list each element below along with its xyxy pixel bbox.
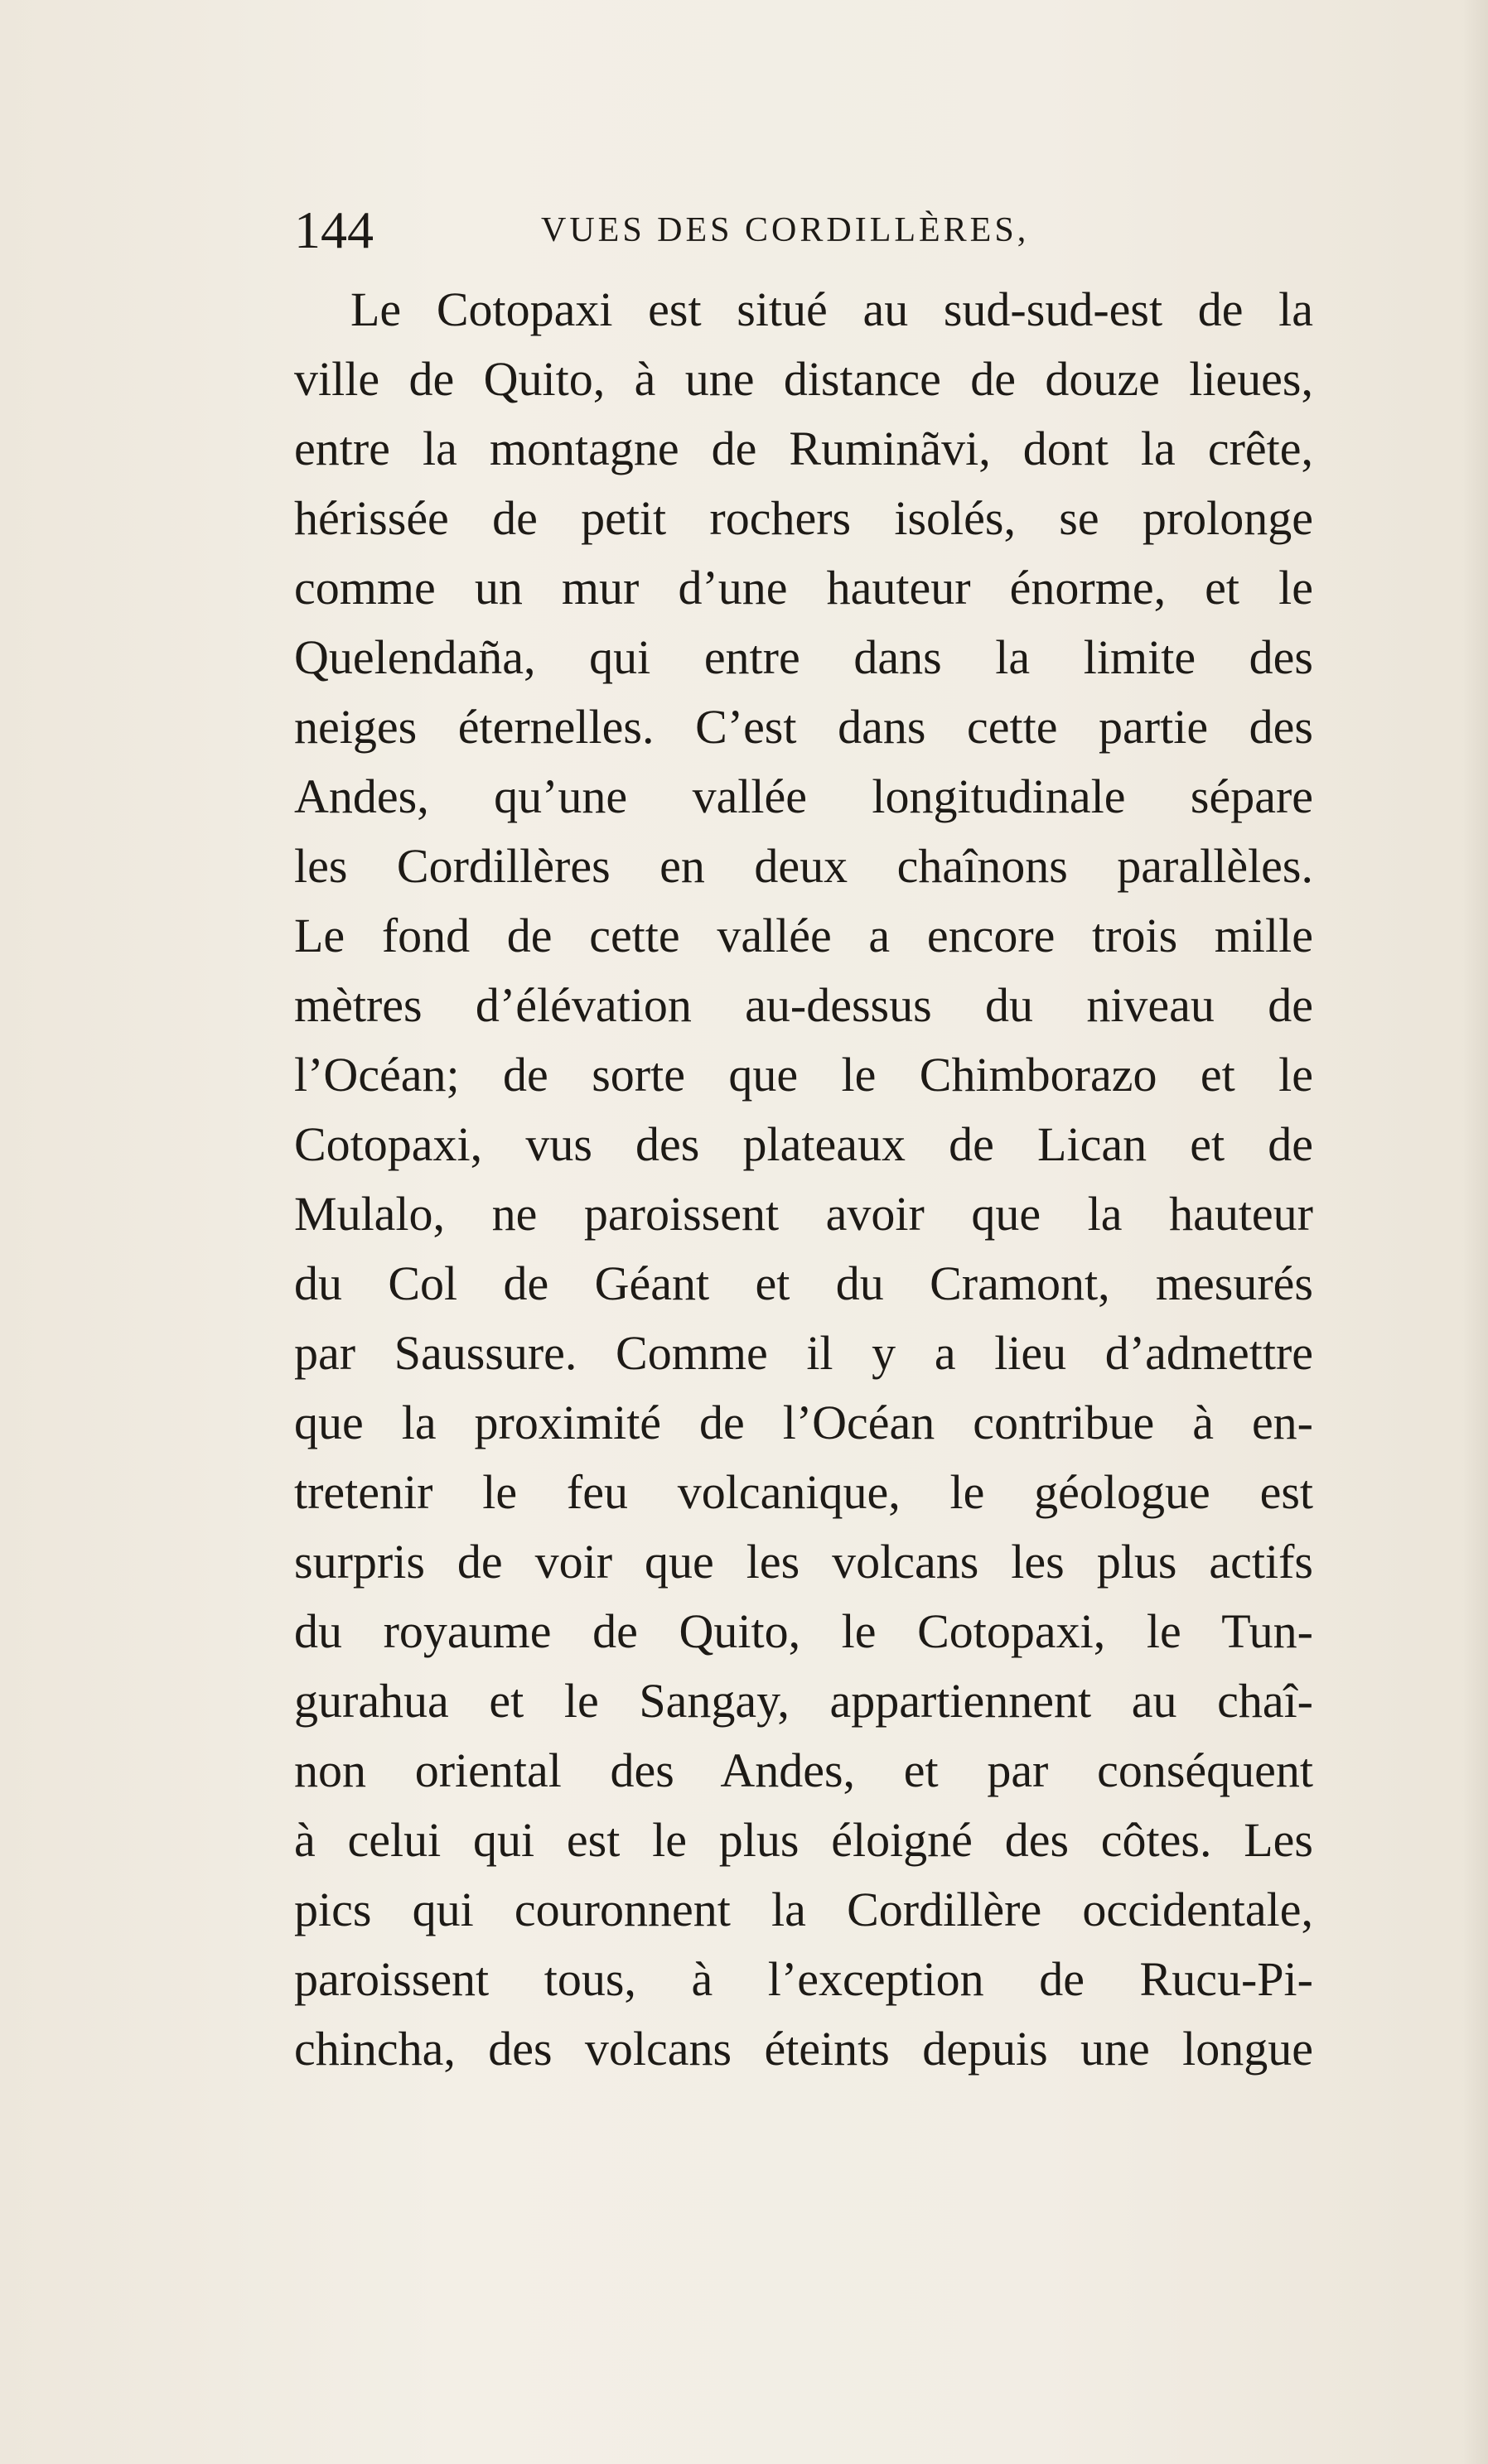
page-edge-shadow [1463, 0, 1488, 2464]
text-line: hérissée de petit rochers isolés, se prolonge [294, 491, 1313, 545]
running-title: VUES DES CORDILLÈRES, [541, 211, 1030, 249]
text-line: Le fond de cette vallée a encore trois mille [294, 909, 1313, 962]
text-line: l’Océan; de sorte que le Chimborazo et le [294, 1048, 1313, 1102]
page-header [294, 197, 1321, 263]
text-line: du royaume de Quito, le Cotopaxi, le Tun- [294, 1604, 1313, 1658]
text-line: gurahua et le Sangay, appartiennent au chaî- [294, 1674, 1313, 1728]
text-line: les Cordillères en deux chaînons parallèles. [294, 839, 1313, 893]
text-line: neiges éternelles. C’est dans cette partie des [294, 700, 1313, 754]
text-line: Le Cotopaxi est situé au sud-sud-est de la [350, 282, 1313, 336]
text-line: mètres d’élévation au-dessus du niveau de [294, 978, 1313, 1032]
text-line: Cotopaxi, vus des plateaux de Lican et de [294, 1117, 1313, 1171]
text-line: tretenir le feu volcanique, le géologue est [294, 1465, 1313, 1519]
text-line: surpris de voir que les volcans les plus actifs [294, 1535, 1313, 1589]
text-line: par Saussure. Comme il y a lieu d’admettre [294, 1326, 1313, 1380]
text-line: à celui qui est le plus éloigné des côtes. Les [294, 1813, 1313, 1867]
text-line: pics qui couronnent la Cordillère occidentale, [294, 1883, 1313, 1936]
text-line: chincha, des volcans éteints depuis une longue [294, 2022, 1313, 2076]
text-line: du Col de Géant et du Cramont, mesurés [294, 1256, 1313, 1310]
text-line: Quelendaña, qui entre dans la limite des [294, 630, 1313, 684]
text-line: que la proximité de l’Océan contribue à en- [294, 1396, 1313, 1449]
text-line: Mulalo, ne paroissent avoir que la hauteur [294, 1187, 1313, 1241]
text-line: Andes, qu’une vallée longitudinale sépare [294, 769, 1313, 823]
text-line: non oriental des Andes, et par conséquent [294, 1743, 1313, 1797]
text-line: entre la montagne de Ruminãvi, dont la crête, [294, 422, 1313, 475]
text-line: comme un mur d’une hauteur énorme, et le [294, 561, 1313, 615]
page-number: 144 [294, 200, 374, 259]
text-line: ville de Quito, à une distance de douze lieues, [294, 352, 1313, 406]
body-text [294, 275, 1313, 2084]
text-line: paroissent tous, à l’exception de Rucu-Pi- [294, 1952, 1313, 2006]
